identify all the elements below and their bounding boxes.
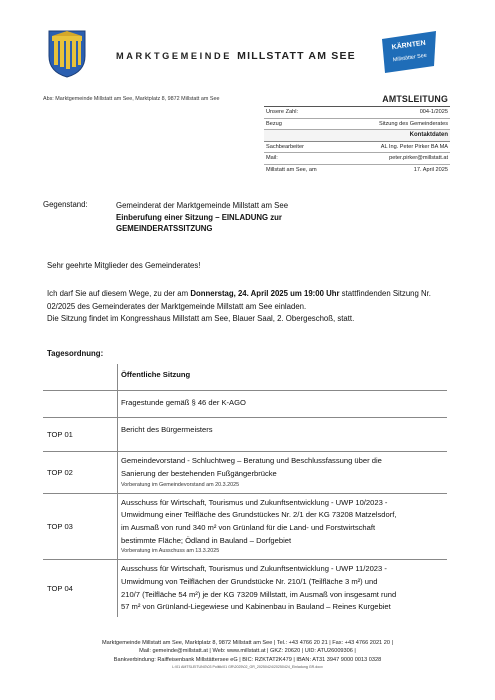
agenda-section-header: Öffentliche Sitzung xyxy=(118,364,448,390)
subject-line-3: GEMEINDERATSSITZUNG xyxy=(116,224,213,233)
info-row-mail: Mail: peter.pirker@millstatt.at xyxy=(264,153,450,165)
info-row-bezug: Bezug Sitzung des Gemeinderates xyxy=(264,119,450,131)
agenda-header-row xyxy=(43,364,447,390)
agenda-row: TOP 03 Ausschuss für Wirtschaft, Tourismus und Zukunftsentwicklung - UWP 10/2023 - Umwidmung einer Teilfläche des Grundstückes Nr. 2/1 der KG 73208 Matzelsdorf, im Ausmaß von rund 340 m² von Grünland für die Land- und Forstwirtschaft bestimmte Fläche; Ödland in Bauland – Dorfgebiet Vorberatung im Ausschuss am 13.3.2025 xyxy=(43,493,447,560)
footer-address: Marktgemeinde Millstatt am See, Marktplatz 8, 9872 Millstatt am See | Tel.: +43 4766 20 21 | Fax: +43 4766 2021 20 | xyxy=(102,640,393,646)
subject-line-2: Einberufung einer Sitzung – EINLADUNG zur xyxy=(116,212,282,222)
agenda-row: Fragestunde gemäß § 46 der K-AGO xyxy=(43,390,447,418)
agenda-title: Tagesordnung: xyxy=(47,349,104,358)
org-name: MARKTGEMEINDE MILLSTATT AM SEE xyxy=(116,50,356,62)
meeting-date: Donnerstag, 24. April 2025 um 19:00 Uhr xyxy=(190,289,340,298)
sender-line: Abs: Marktgemeinde Millstatt am See, Marktplatz 8, 9872 Millstatt am See xyxy=(43,96,220,102)
agenda-note: Vorberatung im Ausschuss am 13.3.2025 xyxy=(121,548,220,555)
municipal-crest xyxy=(48,30,86,78)
footer-contact: Mail: gemeinde@millstatt.at | Web: www.millstatt.at | GKZ: 20620 | UID: ATU26009306 | xyxy=(139,648,356,655)
subject-label: Gegenstand: xyxy=(43,200,88,209)
info-box-title: AMTSLEITUNG xyxy=(264,93,450,107)
agenda-row: TOP 01 Bericht des Bürgermeisters xyxy=(43,418,447,452)
info-row-kontakt-header: Kontaktdaten xyxy=(264,130,450,142)
greeting: Sehr geehrte Mitglieder des Gemeinderates! xyxy=(47,261,201,270)
logo-text-1: KÄRNTEN xyxy=(391,39,427,52)
footer-file-path: L:\01 AMTSLEITUNG\03 Politik\01 GR\2025\02_GR_20250424\20250424_Einladung GR.docx xyxy=(172,664,323,669)
intro-paragraph: Ich darf Sie auf diesem Wege, zu der am Donnerstag, 24. April 2025 um 19:00 Uhr stattfindenden Sitzung Nr. 02/2025 des Gemeinderates der Marktgemeinde Millstatt am See einladen. Die Sitzung findet im Kongresshaus Millstatt am See, Blauer Saal, 2. Obergeschoß, statt. xyxy=(47,289,431,324)
logo-text-2: Millstätter See xyxy=(392,52,428,64)
agenda-row: TOP 04 Ausschuss für Wirtschaft, Tourismus und Zukunftsentwicklung - UWP 11/2023 - Umwidmung von Teilflächen der Grundstücke Nr. 210/1 (Teilfläche 3 m²) und 210/7 (Teilfläche 54 m²) je der KG 73209 Millstatt, im Ausmaß von insgesamt rund 57 m² von Grünland-Liegewiese und Kabinenbau in Bauland – Reines Kurgebiet xyxy=(43,560,447,617)
agenda-row: TOP 02 Gemeindevorstand - Schluchtweg – Beratung und Beschlussfassung über die Sanierung der bestehenden Fußgängerbrücke Vorberatung im Gemeindevorstand am 20.3.2025 xyxy=(43,452,447,493)
footer-bank: Bankverbindung: Raiffeisenbank Millstättersee eG | BIC: RZKTAT2K479 | IBAN: AT31 3947 9000 0013 0328 xyxy=(113,656,382,663)
info-box xyxy=(264,93,450,175)
agenda-table xyxy=(43,364,447,617)
top-number: TOP 02 xyxy=(43,452,118,493)
kaernten-logo xyxy=(379,30,439,74)
info-row-date: Millstatt am See, am 17. April 2025 xyxy=(266,166,448,173)
contact-mail-link[interactable]: peter.pirker@millstatt.at xyxy=(389,155,448,162)
subject-line-1: Gemeinderat der Marktgemeinde Millstatt am See xyxy=(116,201,289,210)
top-number: TOP 03 xyxy=(43,493,118,560)
top-number: TOP 01 xyxy=(43,418,118,452)
top-number: TOP 04 xyxy=(43,560,118,617)
footer xyxy=(0,639,495,670)
info-row-zahl: Unsere Zahl: 004-1/2025 xyxy=(264,107,450,119)
meeting-location: Die Sitzung findet im Kongresshaus Millstatt am See, Blauer Saal, 2. Obergeschoß, statt. xyxy=(47,314,355,324)
subject-text xyxy=(116,200,446,235)
agenda-note: Vorberatung im Gemeindevorstand am 20.3.2025 xyxy=(121,481,240,488)
info-row-sachbearbeiter: Sachbearbeiter AL Ing. Peter Pirker BA MA xyxy=(264,142,450,154)
